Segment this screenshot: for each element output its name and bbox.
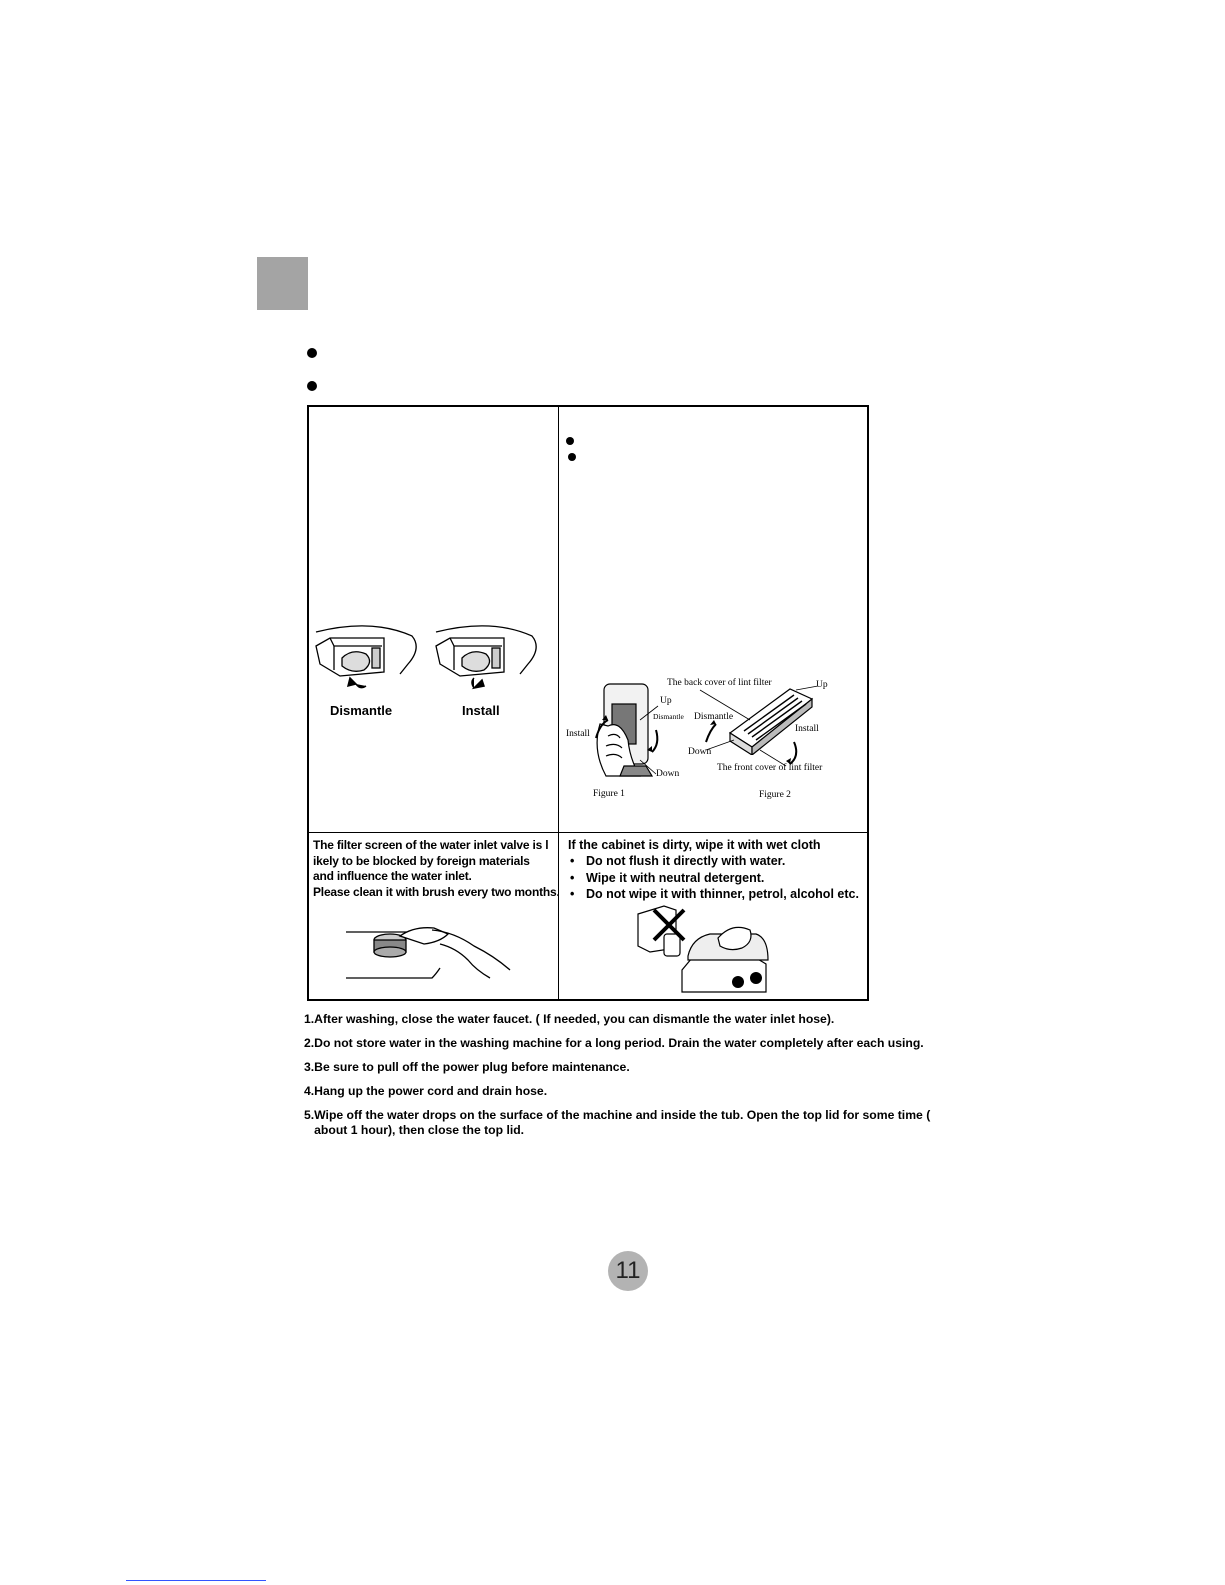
fig2-down-label: Down (688, 747, 712, 757)
back-cover-label: The back cover of lint filter (667, 678, 772, 688)
maintenance-item-2: 2.Do not store water in the washing machine for a long period. Drain the water completely after each using. (304, 1036, 924, 1050)
section-marker (257, 257, 308, 310)
inlet-line: The filter screen of the water inlet valve is l (313, 838, 549, 852)
list-item (570, 854, 859, 870)
inlet-line: ikely to be blocked by foreign materials (313, 853, 530, 868)
fig1-up-label: Up (660, 696, 672, 706)
bullet-dot (566, 437, 574, 445)
maintenance-item-5: 5.Wipe off the water drops on the surface of the machine and inside the tub. Open the top lid for some time ( (304, 1108, 931, 1122)
cabinet-bullet: Do not flush it directly with water. (586, 854, 786, 868)
inlet-line: Please clean it with brush every two months. (313, 884, 560, 899)
bullet-dot: • (570, 870, 575, 885)
page-number: 11 (608, 1251, 648, 1291)
fig1-dismantle-label: Dismantle (653, 712, 684, 721)
fig2-install-label: Install (795, 724, 819, 734)
inlet-valve-brush-illustration (344, 920, 514, 982)
bullet-dot (307, 348, 317, 358)
maintenance-item-3: 3.Be sure to pull off the power plug before maintenance. (304, 1060, 630, 1074)
cabinet-bullets (570, 854, 859, 903)
fig2-dismantle-label: Dismantle (694, 712, 734, 722)
list-item (570, 887, 859, 903)
maintenance-item-1: 1.After washing, close the water faucet. ( If needed, you can dismantle the water inlet hose). (304, 1012, 835, 1026)
list-item (570, 871, 859, 887)
maintenance-item-5-cont: about 1 hour), then close the top lid. (304, 1123, 525, 1137)
fig1-down-label: Down (656, 769, 680, 779)
bullet-dot: • (570, 887, 575, 901)
footer-rule (126, 1580, 266, 1581)
bullet-dot (568, 453, 576, 461)
maintenance-item-4: 4.Hang up the power cord and drain hose. (304, 1084, 548, 1098)
dismantle-label: Dismantle (330, 703, 393, 718)
install-label: Install (462, 703, 500, 718)
figure-2-caption: Figure 2 (759, 790, 791, 800)
bullet-dot (307, 381, 317, 391)
table-divider-horizontal (308, 832, 868, 833)
cabinet-bullet: Do not wipe it with thinner, petrol, alcohol etc. (586, 887, 859, 901)
detergent-box-illustration (312, 618, 552, 700)
fig1-install-label: Install (566, 729, 590, 739)
bullet-dot: • (570, 854, 575, 868)
cabinet-heading: If the cabinet is dirty, wipe it with wet cloth (568, 838, 821, 852)
inlet-cell-text (313, 838, 560, 900)
cabinet-bullet: Wipe it with neutral detergent. (586, 870, 765, 885)
cabinet-cleaning-illustration (636, 904, 776, 996)
table-divider-vertical (558, 406, 559, 1000)
front-cover-label: The front cover of lint filter (717, 763, 823, 773)
figure-1-caption: Figure 1 (593, 789, 625, 799)
fig2-up-label: Up (816, 680, 828, 690)
inlet-line: and influence the water inlet. (313, 869, 472, 883)
